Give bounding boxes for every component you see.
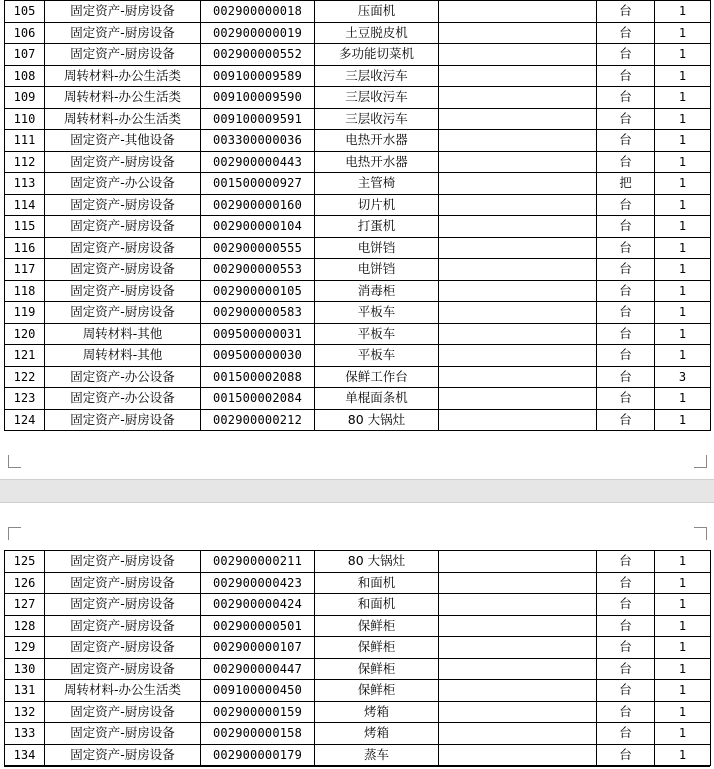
blank-cell	[439, 572, 597, 594]
unit-cell: 台	[597, 615, 655, 637]
quantity-cell: 1	[655, 237, 711, 259]
row-number-cell: 128	[5, 615, 45, 637]
blank-cell	[439, 409, 597, 431]
quantity-cell: 1	[655, 302, 711, 324]
category-cell: 固定资产-厨房设备	[45, 594, 201, 616]
table-row	[5, 1, 711, 23]
asset-code-cell: 002900000552	[201, 44, 315, 66]
category-cell: 固定资产-办公设备	[45, 388, 201, 410]
blank-cell	[439, 173, 597, 195]
blank-cell	[439, 259, 597, 281]
category-cell: 周转材料-办公生活类	[45, 65, 201, 87]
asset-table-body-page-2	[5, 551, 711, 766]
asset-name-cell: 80 大锅灶	[315, 409, 439, 431]
blank-cell	[439, 1, 597, 23]
unit-cell: 台	[597, 259, 655, 281]
quantity-cell: 1	[655, 680, 711, 702]
blank-cell	[439, 345, 597, 367]
row-number-cell: 110	[5, 108, 45, 130]
category-cell: 固定资产-厨房设备	[45, 572, 201, 594]
asset-name-cell: 消毒柜	[315, 280, 439, 302]
blank-cell	[439, 744, 597, 766]
quantity-cell: 1	[655, 173, 711, 195]
unit-cell: 台	[597, 280, 655, 302]
unit-cell: 台	[597, 130, 655, 152]
table-row	[5, 259, 711, 281]
asset-table-body-page-1	[5, 1, 711, 431]
unit-cell: 台	[597, 680, 655, 702]
asset-table-page-1	[4, 0, 711, 431]
quantity-cell: 1	[655, 701, 711, 723]
asset-code-cell: 002900000107	[201, 637, 315, 659]
quantity-cell: 1	[655, 345, 711, 367]
row-number-cell: 124	[5, 409, 45, 431]
table-row	[5, 237, 711, 259]
asset-code-cell: 002900000105	[201, 280, 315, 302]
asset-name-cell: 主管椅	[315, 173, 439, 195]
category-cell: 固定资产-厨房设备	[45, 744, 201, 766]
category-cell: 固定资产-厨房设备	[45, 280, 201, 302]
row-number-cell: 121	[5, 345, 45, 367]
asset-name-cell: 蒸车	[315, 744, 439, 766]
quantity-cell: 1	[655, 572, 711, 594]
asset-name-cell: 保鲜柜	[315, 658, 439, 680]
quantity-cell: 1	[655, 130, 711, 152]
category-cell: 周转材料-其他	[45, 345, 201, 367]
asset-code-cell: 002900000019	[201, 22, 315, 44]
blank-cell	[439, 551, 597, 573]
blank-cell	[439, 280, 597, 302]
category-cell: 固定资产-厨房设备	[45, 302, 201, 324]
table-row	[5, 409, 711, 431]
asset-code-cell: 009100009591	[201, 108, 315, 130]
category-cell: 固定资产-厨房设备	[45, 216, 201, 238]
blank-cell	[439, 323, 597, 345]
table-row	[5, 723, 711, 745]
asset-code-cell: 003300000036	[201, 130, 315, 152]
row-number-cell: 134	[5, 744, 45, 766]
blank-cell	[439, 701, 597, 723]
blank-cell	[439, 723, 597, 745]
row-number-cell: 112	[5, 151, 45, 173]
row-number-cell: 129	[5, 637, 45, 659]
category-cell: 固定资产-厨房设备	[45, 22, 201, 44]
asset-name-cell: 保鲜柜	[315, 637, 439, 659]
asset-code-cell: 002900000423	[201, 572, 315, 594]
asset-code-cell: 009100000450	[201, 680, 315, 702]
asset-name-cell: 保鲜柜	[315, 615, 439, 637]
row-number-cell: 118	[5, 280, 45, 302]
quantity-cell: 1	[655, 44, 711, 66]
unit-cell: 把	[597, 173, 655, 195]
table-row	[5, 701, 711, 723]
asset-code-cell: 001500000927	[201, 173, 315, 195]
table-row	[5, 744, 711, 766]
table-row	[5, 388, 711, 410]
category-cell: 固定资产-厨房设备	[45, 658, 201, 680]
category-cell: 周转材料-办公生活类	[45, 680, 201, 702]
page-corner-mark	[8, 527, 21, 540]
asset-code-cell: 001500002084	[201, 388, 315, 410]
quantity-cell: 1	[655, 87, 711, 109]
table-row	[5, 280, 711, 302]
unit-cell: 台	[597, 594, 655, 616]
category-cell: 固定资产-厨房设备	[45, 723, 201, 745]
quantity-cell: 1	[655, 108, 711, 130]
table-row	[5, 151, 711, 173]
blank-cell	[439, 388, 597, 410]
unit-cell: 台	[597, 323, 655, 345]
blank-cell	[439, 237, 597, 259]
row-number-cell: 107	[5, 44, 45, 66]
asset-code-cell: 002900000158	[201, 723, 315, 745]
row-number-cell: 120	[5, 323, 45, 345]
category-cell: 固定资产-厨房设备	[45, 259, 201, 281]
asset-name-cell: 三层收污车	[315, 87, 439, 109]
row-number-cell: 116	[5, 237, 45, 259]
table-row	[5, 108, 711, 130]
category-cell: 固定资产-其他设备	[45, 130, 201, 152]
blank-cell	[439, 302, 597, 324]
quantity-cell: 1	[655, 388, 711, 410]
table-row	[5, 366, 711, 388]
asset-table-page-2	[4, 550, 711, 766]
quantity-cell: 1	[655, 723, 711, 745]
category-cell: 固定资产-厨房设备	[45, 551, 201, 573]
table-row	[5, 323, 711, 345]
blank-cell	[439, 615, 597, 637]
category-cell: 固定资产-厨房设备	[45, 615, 201, 637]
unit-cell: 台	[597, 1, 655, 23]
category-cell: 固定资产-厨房设备	[45, 409, 201, 431]
row-number-cell: 133	[5, 723, 45, 745]
row-number-cell: 111	[5, 130, 45, 152]
table-row	[5, 658, 711, 680]
asset-code-cell: 001500002088	[201, 366, 315, 388]
asset-code-cell: 002900000104	[201, 216, 315, 238]
quantity-cell: 1	[655, 65, 711, 87]
document-page-2	[0, 503, 714, 769]
category-cell: 固定资产-厨房设备	[45, 237, 201, 259]
asset-code-cell: 009500000030	[201, 345, 315, 367]
blank-cell	[439, 216, 597, 238]
asset-name-cell: 和面机	[315, 572, 439, 594]
asset-name-cell: 保鲜工作台	[315, 366, 439, 388]
category-cell: 固定资产-厨房设备	[45, 701, 201, 723]
unit-cell: 台	[597, 345, 655, 367]
quantity-cell: 1	[655, 216, 711, 238]
asset-code-cell: 002900000160	[201, 194, 315, 216]
asset-name-cell: 单棍面条机	[315, 388, 439, 410]
table-row	[5, 22, 711, 44]
asset-code-cell: 002900000447	[201, 658, 315, 680]
asset-name-cell: 保鲜柜	[315, 680, 439, 702]
asset-name-cell: 和面机	[315, 594, 439, 616]
blank-cell	[439, 194, 597, 216]
row-number-cell: 122	[5, 366, 45, 388]
unit-cell: 台	[597, 194, 655, 216]
asset-code-cell: 002900000212	[201, 409, 315, 431]
asset-name-cell: 压面机	[315, 1, 439, 23]
unit-cell: 台	[597, 216, 655, 238]
quantity-cell: 1	[655, 594, 711, 616]
asset-name-cell: 电饼铛	[315, 237, 439, 259]
category-cell: 周转材料-办公生活类	[45, 87, 201, 109]
blank-cell	[439, 22, 597, 44]
asset-name-cell: 三层收污车	[315, 65, 439, 87]
page-corner-mark	[694, 455, 707, 468]
category-cell: 周转材料-办公生活类	[45, 108, 201, 130]
blank-cell	[439, 658, 597, 680]
asset-code-cell: 009100009589	[201, 65, 315, 87]
table-row	[5, 615, 711, 637]
row-number-cell: 125	[5, 551, 45, 573]
unit-cell: 台	[597, 22, 655, 44]
quantity-cell: 1	[655, 323, 711, 345]
unit-cell: 台	[597, 744, 655, 766]
quantity-cell: 1	[655, 280, 711, 302]
row-number-cell: 130	[5, 658, 45, 680]
row-number-cell: 105	[5, 1, 45, 23]
unit-cell: 台	[597, 409, 655, 431]
unit-cell: 台	[597, 237, 655, 259]
asset-code-cell: 002900000211	[201, 551, 315, 573]
table-row	[5, 637, 711, 659]
unit-cell: 台	[597, 108, 655, 130]
unit-cell: 台	[597, 44, 655, 66]
category-cell: 固定资产-厨房设备	[45, 151, 201, 173]
asset-name-cell: 烤箱	[315, 723, 439, 745]
asset-name-cell: 电热开水器	[315, 151, 439, 173]
unit-cell: 台	[597, 637, 655, 659]
row-number-cell: 131	[5, 680, 45, 702]
table-row	[5, 551, 711, 573]
unit-cell: 台	[597, 366, 655, 388]
quantity-cell: 1	[655, 551, 711, 573]
blank-cell	[439, 366, 597, 388]
asset-code-cell: 002900000179	[201, 744, 315, 766]
asset-name-cell: 电饼铛	[315, 259, 439, 281]
asset-code-cell: 002900000583	[201, 302, 315, 324]
page-gap-top-edge	[0, 479, 714, 480]
table-row	[5, 130, 711, 152]
row-number-cell: 127	[5, 594, 45, 616]
asset-code-cell: 009100009590	[201, 87, 315, 109]
unit-cell: 台	[597, 572, 655, 594]
asset-code-cell: 002900000555	[201, 237, 315, 259]
asset-name-cell: 多功能切菜机	[315, 44, 439, 66]
row-number-cell: 114	[5, 194, 45, 216]
blank-cell	[439, 680, 597, 702]
table-row	[5, 173, 711, 195]
table-row	[5, 302, 711, 324]
quantity-cell: 3	[655, 366, 711, 388]
row-number-cell: 109	[5, 87, 45, 109]
asset-name-cell: 平板车	[315, 345, 439, 367]
category-cell: 固定资产-厨房设备	[45, 194, 201, 216]
table-row	[5, 216, 711, 238]
asset-code-cell: 002900000443	[201, 151, 315, 173]
blank-cell	[439, 151, 597, 173]
blank-cell	[439, 637, 597, 659]
unit-cell: 台	[597, 388, 655, 410]
category-cell: 固定资产-厨房设备	[45, 1, 201, 23]
row-number-cell: 115	[5, 216, 45, 238]
row-number-cell: 123	[5, 388, 45, 410]
category-cell: 周转材料-其他	[45, 323, 201, 345]
asset-code-cell: 002900000424	[201, 594, 315, 616]
quantity-cell: 1	[655, 22, 711, 44]
category-cell: 固定资产-厨房设备	[45, 637, 201, 659]
blank-cell	[439, 87, 597, 109]
row-number-cell: 113	[5, 173, 45, 195]
table-row	[5, 194, 711, 216]
asset-code-cell: 002900000018	[201, 1, 315, 23]
blank-cell	[439, 65, 597, 87]
row-number-cell: 132	[5, 701, 45, 723]
quantity-cell: 1	[655, 409, 711, 431]
table-row	[5, 680, 711, 702]
asset-code-cell: 009500000031	[201, 323, 315, 345]
row-number-cell: 108	[5, 65, 45, 87]
blank-cell	[439, 130, 597, 152]
blank-cell	[439, 44, 597, 66]
asset-name-cell: 烤箱	[315, 701, 439, 723]
quantity-cell: 1	[655, 744, 711, 766]
table-row	[5, 572, 711, 594]
asset-name-cell: 电热开水器	[315, 130, 439, 152]
asset-code-cell: 002900000553	[201, 259, 315, 281]
asset-code-cell: 002900000159	[201, 701, 315, 723]
row-number-cell: 119	[5, 302, 45, 324]
unit-cell: 台	[597, 302, 655, 324]
category-cell: 固定资产-厨房设备	[45, 44, 201, 66]
quantity-cell: 1	[655, 194, 711, 216]
unit-cell: 台	[597, 151, 655, 173]
unit-cell: 台	[597, 658, 655, 680]
asset-code-cell: 002900000501	[201, 615, 315, 637]
table-row	[5, 87, 711, 109]
row-number-cell: 117	[5, 259, 45, 281]
unit-cell: 台	[597, 723, 655, 745]
category-cell: 固定资产-办公设备	[45, 173, 201, 195]
blank-cell	[439, 108, 597, 130]
quantity-cell: 1	[655, 151, 711, 173]
quantity-cell: 1	[655, 658, 711, 680]
asset-name-cell: 打蛋机	[315, 216, 439, 238]
quantity-cell: 1	[655, 1, 711, 23]
table-row	[5, 44, 711, 66]
asset-name-cell: 平板车	[315, 323, 439, 345]
table-row	[5, 345, 711, 367]
page-gap	[0, 479, 714, 503]
unit-cell: 台	[597, 551, 655, 573]
table-row	[5, 594, 711, 616]
row-number-cell: 126	[5, 572, 45, 594]
quantity-cell: 1	[655, 637, 711, 659]
asset-name-cell: 平板车	[315, 302, 439, 324]
category-cell: 固定资产-办公设备	[45, 366, 201, 388]
unit-cell: 台	[597, 87, 655, 109]
unit-cell: 台	[597, 65, 655, 87]
asset-name-cell: 土豆脱皮机	[315, 22, 439, 44]
page-corner-mark	[694, 527, 707, 540]
page-corner-mark	[8, 455, 21, 468]
table-row	[5, 65, 711, 87]
blank-cell	[439, 594, 597, 616]
row-number-cell: 106	[5, 22, 45, 44]
asset-name-cell: 三层收污车	[315, 108, 439, 130]
unit-cell: 台	[597, 701, 655, 723]
quantity-cell: 1	[655, 615, 711, 637]
asset-name-cell: 80 大锅灶	[315, 551, 439, 573]
quantity-cell: 1	[655, 259, 711, 281]
asset-name-cell: 切片机	[315, 194, 439, 216]
